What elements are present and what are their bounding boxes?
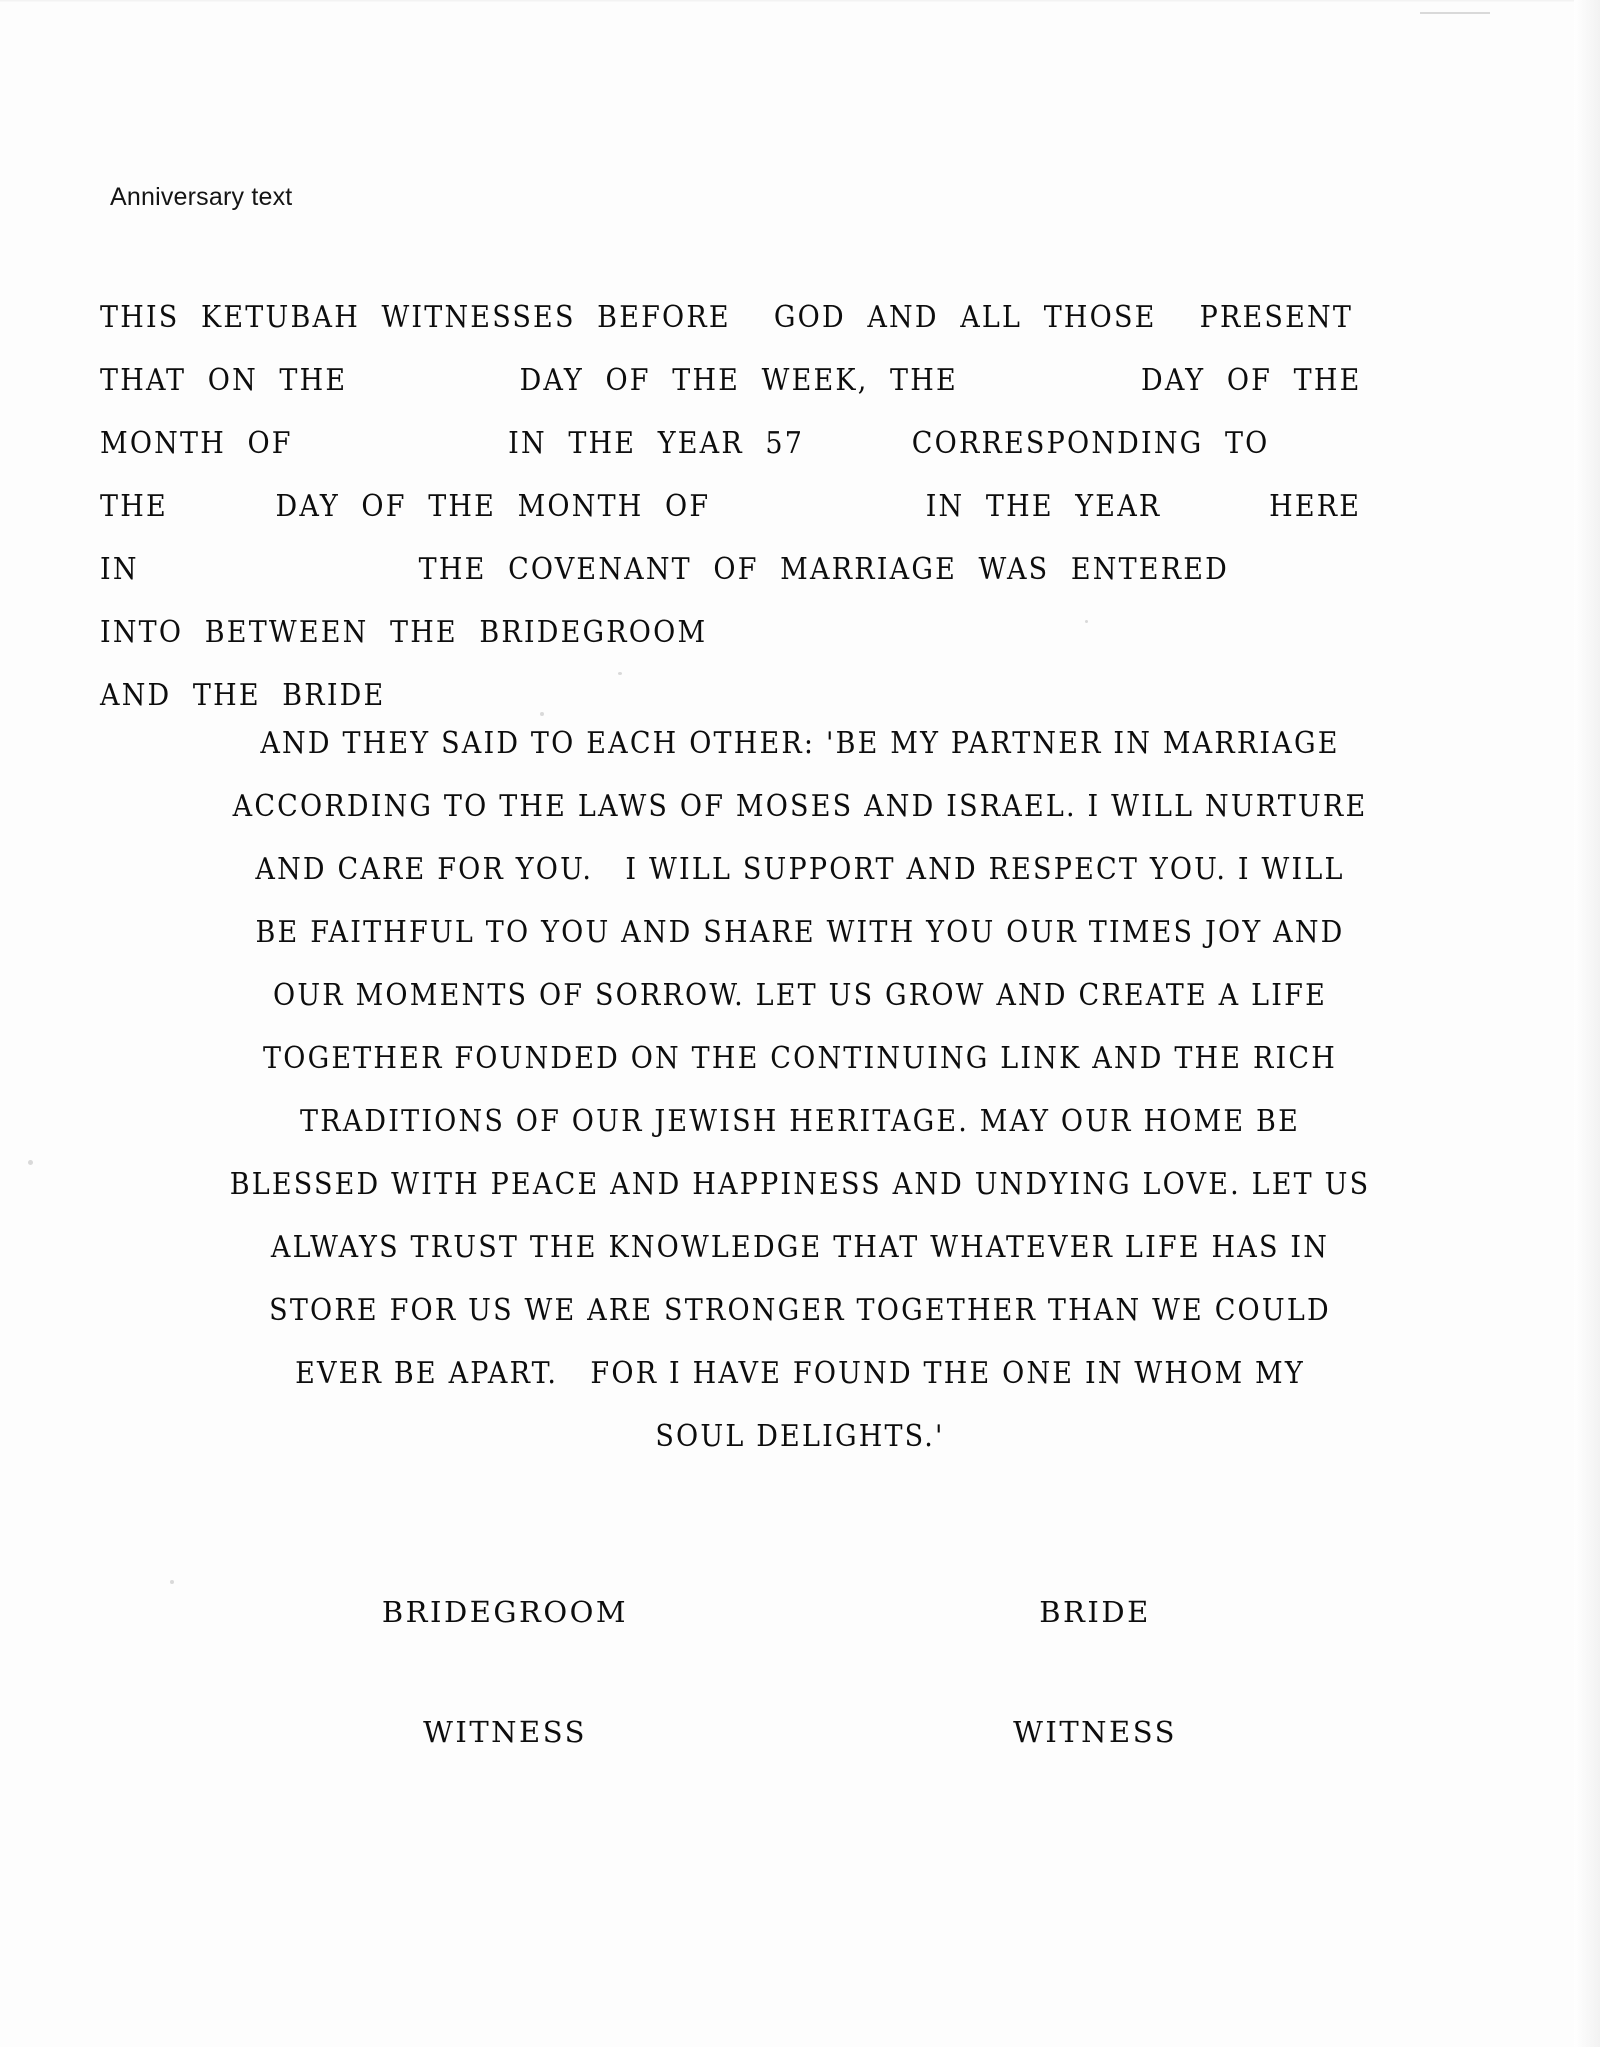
signature-label-witness-1: WITNESS — [423, 1715, 587, 1749]
vow-line: BE FAITHFUL TO YOU AND SHARE WITH YOU OUR TIMES JOY AND — [255, 915, 1345, 950]
scan-speck — [170, 1580, 174, 1584]
preamble-line: THAT ON THE DAY OF THE WEEK, THE DAY OF THE — [100, 363, 1362, 398]
signature-label-bridegroom: BRIDEGROOM — [381, 1595, 629, 1629]
ketubah-vows — [100, 712, 1500, 1468]
signature-label-bride: BRIDE — [1039, 1595, 1151, 1629]
vow-line: OUR MOMENTS OF SORROW. LET US GROW AND CREATE A LIFE — [273, 978, 1327, 1013]
page-top-edge — [0, 0, 1600, 3]
signature-label-witness-2: WITNESS — [1013, 1715, 1177, 1749]
preamble-line: INTO BETWEEN THE BRIDEGROOM — [100, 615, 708, 650]
vow-line: AND CARE FOR YOU. I WILL SUPPORT AND RESPECT YOU. I WILL — [255, 852, 1345, 887]
scan-speck — [28, 1160, 33, 1165]
signature-block — [100, 1595, 1500, 1835]
ketubah-preamble — [100, 286, 1500, 727]
signature-row — [100, 1595, 1500, 1715]
preamble-line: THE DAY OF THE MONTH OF IN THE YEAR HERE — [100, 489, 1362, 524]
vow-line: EVER BE APART. FOR I HAVE FOUND THE ONE IN WHOM MY — [295, 1356, 1305, 1391]
vow-line: ALWAYS TRUST THE KNOWLEDGE THAT WHATEVER LIFE HAS IN — [270, 1230, 1330, 1265]
vow-line: TOGETHER FOUNDED ON THE CONTINUING LINK AND THE RICH — [263, 1041, 1337, 1076]
vow-line: ACCORDING TO THE LAWS OF MOSES AND ISRAEL. I WILL NURTURE — [232, 789, 1368, 824]
preamble-line: IN THE COVENANT OF MARRIAGE WAS ENTERED — [100, 552, 1229, 587]
scan-speck — [1420, 12, 1490, 14]
preamble-line: MONTH OF IN THE YEAR 57 CORRESPONDING TO — [100, 426, 1270, 461]
signature-row — [100, 1715, 1500, 1835]
preamble-line: THIS KETUBAH WITNESSES BEFORE GOD AND ALL THOSE PRESENT — [100, 300, 1354, 335]
vow-line: TRADITIONS OF OUR JEWISH HERITAGE. MAY OUR HOME BE — [300, 1104, 1300, 1139]
vow-line: BLESSED WITH PEACE AND HAPPINESS AND UNDYING LOVE. LET US — [229, 1167, 1371, 1202]
preamble-line: AND THE BRIDE — [100, 678, 386, 713]
vow-line: SOUL DELIGHTS.' — [655, 1419, 945, 1454]
vow-line: AND THEY SAID TO EACH OTHER: 'BE MY PARTNER IN MARRIAGE — [260, 726, 1340, 761]
page-right-edge — [1574, 0, 1600, 2047]
vow-line: STORE FOR US WE ARE STRONGER TOGETHER THAN WE COULD — [269, 1293, 1331, 1328]
page-title: Anniversary text — [110, 183, 293, 211]
